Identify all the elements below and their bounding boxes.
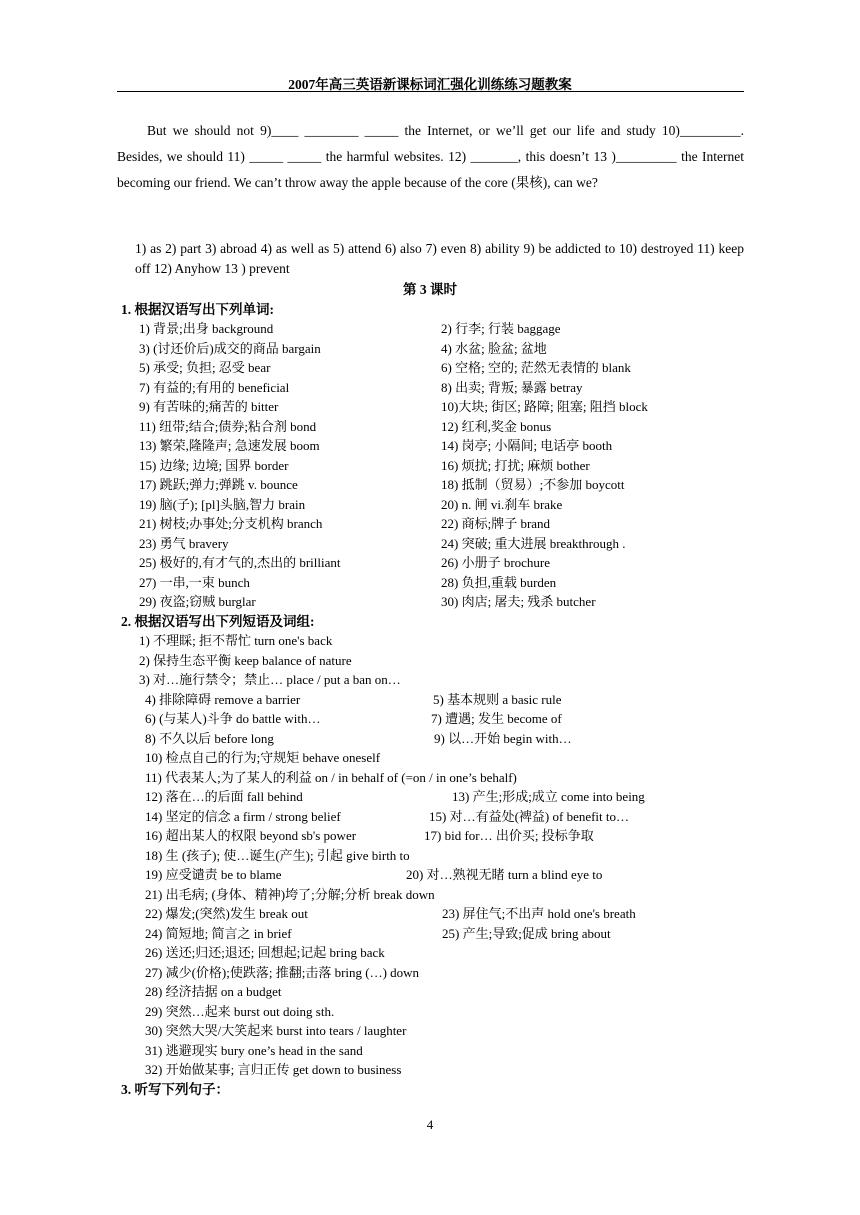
vocab-item: 30) 肉店; 屠夫; 残杀 butcher [441,594,596,609]
vocab-item: 1) 背景;出身 background [139,321,274,336]
vocab-item: 19) 脑(子); [pl]头脑,智力 brain [139,496,306,512]
vocab-item: 15) 边缘; 边境; 国界 border [139,457,289,473]
phrase-item: 29) 突然…起来 burst out doing sth. [145,1003,335,1019]
phrase-item: 23) 屏住气;不出声 hold one's breath [442,906,636,921]
phrase-item: 30) 突然大哭/大笑起来 burst into tears / laughter [145,1023,407,1038]
phrase-item: 26) 送还;归还;退还; 回想起;记起 bring back [145,945,385,960]
phrase-item: 17) bid for… 出价买; 投标争取 [424,828,594,843]
phrase-item: 11) 代表某人;为了某人的利益 on / in behalf of (=on / in one’s behalf) [145,769,517,785]
vocab-item: 12) 红利,奖金 bonus [441,418,552,434]
page-number: 4 [426,1117,434,1132]
vocab-item: 22) 商标;牌子 brand [441,516,551,531]
phrase-item: 20) 对…熟视无睹 turn a blind eye to [406,867,603,882]
phrase-item: 32) 开始做某事; 言归正传 get down to business [145,1062,402,1077]
document-header-title: 2007年高三英语新课标词汇强化训练练习题教案 [288,77,572,92]
phrase-item: 2) 保持生态平衡 keep balance of nature [139,652,352,668]
vocab-item: 18) 抵制（贸易）;不参加 boycott [441,477,625,492]
vocab-item: 5) 承受; 负担; 忍受 bear [139,360,271,375]
phrase-item: 31) 逃避现实 bury one’s head in the sand [145,1042,363,1058]
vocab-item: 24) 突破; 重大进展 breakthrough . [441,535,626,551]
phrase-item: 28) 经济拮据 on a budget [145,984,282,999]
vocab-item: 13) 繁荣,隆隆声; 急速发展 boom [139,438,320,453]
vocab-item: 11) 纽带;结合;债券;粘合剂 bond [139,418,317,434]
vocab-item: 29) 夜盗;窃贼 burglar [139,594,256,609]
vocab-item: 23) 勇气 bravery [139,535,229,551]
vocab-item: 27) 一串,一束 bunch [139,574,250,590]
section-1-heading: 1. 根据汉语写出下列单词: [121,302,274,317]
phrase-item: 8) 不久以后 before long [145,730,274,746]
answer-key: 1) as 2) part 3) abroad 4) as well as 5) attend 6) also 7) even 8) ability 9) be addicted to 10) destroyed 11) keep off 12) Anyhow 13 ) prevent [135,241,744,276]
vocab-item: 25) 极好的,有才气的,杰出的 brilliant [139,555,341,570]
phrase-item: 9) 以…开始 begin with… [434,730,572,746]
vocab-item: 4) 水盆; 脸盆; 盆地 [441,340,547,356]
phrase-item: 27) 减少(价格);使跌落; 推翻;击落 bring (…) down [145,964,420,980]
phrase-item: 7) 遭遇; 发生 become of [431,711,562,726]
phrase-item: 6) (与某人)斗争 do battle with… [145,711,321,726]
vocab-item: 9) 有苦味的;痛苦的 bitter [139,399,279,414]
phrase-item: 3) 对…施行禁令；禁止… place / put a ban on… [139,672,401,687]
vocab-item: 16) 烦扰; 打扰; 麻烦 bother [441,457,590,473]
vocab-item: 21) 树枝;办事处;分支机构 branch [139,516,323,531]
vocab-item: 3) (讨还价后)成交的商品 bargain [139,340,321,356]
vocab-item: 6) 空格; 空的; 茫然无表情的 blank [441,360,631,375]
phrase-item: 22) 爆发;(突然)发生 break out [145,906,308,921]
cloze-passage-text: But we should not 9)____ ________ _____ the Internet, or we’ll get our life and study 10)_________. Besides, we should 11) _____ _____ the harmful websites. 12) _______, this doesn’t 13 )_________ the Internet becoming our friend. We can’t throw away the apple because of the core (果核), can we? [117,123,744,190]
vocab-item: 10)大块; 街区; 路障; 阻塞; 阻挡 block [441,399,648,414]
phrase-item: 15) 对…有益处(裨益) of benefit to… [429,808,630,824]
vocab-item: 17) 跳跃;弹力;弹跳 v. bounce [139,477,298,492]
header-rule [117,91,744,92]
phrase-item: 13) 产生;形成;成立 come into being [452,789,645,804]
phrase-item: 4) 排除障碍 remove a barrier [145,691,301,707]
vocab-item: 26) 小册子 brochure [441,555,551,570]
phrase-item: 18) 生 (孩子); 使…诞生(产生); 引起 give birth to [145,847,410,863]
phrase-item: 19) 应受谴责 be to blame [145,867,282,882]
phrase-item: 24) 简短地; 简言之 in brief [145,925,292,941]
phrase-item: 25) 产生;导致;促成 bring about [442,925,611,941]
phrase-item: 1) 不理睬; 拒不帮忙 turn one's back [139,633,333,648]
vocab-item: 7) 有益的;有用的 beneficial [139,379,290,395]
vocab-item: 28) 负担,重载 burden [441,574,557,590]
phrase-item: 10) 检点自己的行为;守规矩 behave oneself [145,750,381,765]
vocab-item: 8) 出卖; 背叛; 暴露 betray [441,379,583,395]
cloze-passage [117,118,744,196]
phrase-item: 12) 落在…的后面 fall behind [145,789,303,804]
vocab-item: 20) n. 闸 vi.刹车 brake [441,496,563,512]
phrase-item: 16) 超出某人的权限 beyond sb's power [145,828,357,843]
lesson-heading: 第 3 课时 [403,282,457,297]
phrase-item: 5) 基本规则 a basic rule [433,691,562,707]
section-2-heading: 2. 根据汉语写出下列短语及词组: [121,614,315,629]
vocab-item: 14) 岗亭; 小隔间; 电话亭 booth [441,438,613,453]
vocab-item: 2) 行李; 行装 baggage [441,321,561,336]
phrase-item: 21) 出毛病; (身体、精神)垮了;分解;分析 break down [145,886,435,902]
phrase-item: 14) 坚定的信念 a firm / strong belief [145,808,341,824]
section-3-heading: 3. 听写下列句子： [121,1082,229,1097]
